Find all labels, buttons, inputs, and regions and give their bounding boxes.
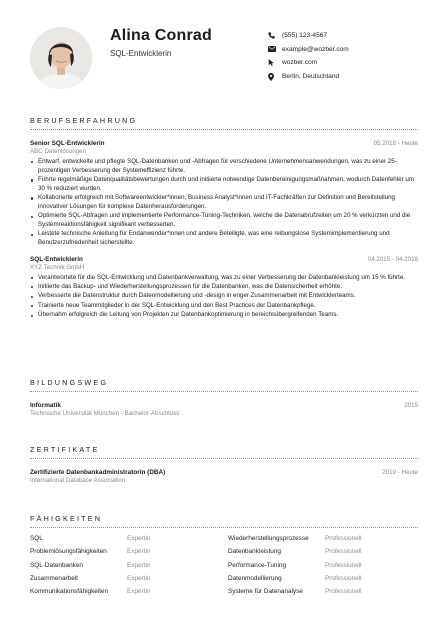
education-date: 2015 xyxy=(404,402,418,409)
section-divider xyxy=(30,458,418,459)
certificate-entry xyxy=(30,469,418,484)
list-item: Führte regelmäßige Datenqualitätsbewertungen durch und initiierte notwendige Datenbereinigungsmaßnahmen, wodurch Datenfehler um 30 % reduziert wurden. xyxy=(30,176,418,193)
skill-level: Professionell xyxy=(325,535,362,542)
skill-level: Expertin xyxy=(127,574,151,582)
certificate-date: 2019 - Heute xyxy=(382,469,418,476)
mail-icon xyxy=(268,45,280,54)
section-divider xyxy=(30,129,418,130)
contact-email[interactable] xyxy=(268,43,438,57)
skill-name: SQL-Datenbanken xyxy=(30,561,83,569)
skill-level: Professionell xyxy=(325,561,362,569)
contact-list xyxy=(268,29,438,83)
list-item: Entwarf, entwickelte und pflegte SQL-Datenbanken und -Abfragen für verschiedene Unternehmensanwendungen, was zu einer 25-prozentigen Verbesserung der Systemeffizienz führte. xyxy=(30,158,418,175)
skill-name: Performance-Tuning xyxy=(228,561,287,569)
job-company: ABC Datenlösungen xyxy=(30,148,87,155)
experience-section xyxy=(30,116,418,321)
certificate-title: Zertifizierte Datenbankadministratorin (DBA) xyxy=(30,469,166,476)
education-heading: BILDUNGSWEG xyxy=(30,378,109,387)
list-item: Verbesserte die Datenstruktur durch Datenmodellierung und -design in enger Zusammenarbeit mit Entwicklerteams. xyxy=(30,292,418,301)
certificates-section xyxy=(30,445,418,484)
link-icon xyxy=(268,58,280,67)
job-company: XYZ Technik GmbH xyxy=(30,263,85,271)
contact-phone-text: (555) 123-4567 xyxy=(282,32,328,40)
list-item: Initiierte das Backup- und Wiederherstellungsprozessen für die Datenbanken, was die Datensicherheit erhöhte. xyxy=(30,283,418,292)
contact-phone xyxy=(268,29,438,43)
job-date: 04.2015 - 04.2018 xyxy=(367,255,418,263)
experience-heading: BERUFSERFAHRUNG xyxy=(30,116,138,125)
job-title: Senior SQL-Entwicklerin xyxy=(30,140,105,147)
skill-name: SQL xyxy=(30,535,43,542)
skill-name: Systeme für Datenanalyse xyxy=(228,588,303,596)
skill-name: Datenmodellierung xyxy=(228,574,282,582)
skills-section xyxy=(30,514,418,601)
section-divider xyxy=(30,527,418,528)
list-item: Optimierte SQL-Abfragen und implementierte Performance-Tuning-Techniken, welche die Datenabrufzeiten um 20 % verkürzten und die Systemreaktionsfähigkeit signifikant verbesserten. xyxy=(30,212,418,229)
list-item: Verantwortete für die SQL-Entwicklung und Datenbankverwaltung, was zu einer Verbesserung der Datenbankleistung um 15 % führte. xyxy=(30,274,418,283)
skill-level: Professionell xyxy=(325,548,362,556)
job-date: 05.2018 - Heute xyxy=(373,140,418,147)
education-institution: Technische Universität München - Bachelor-Abschluss xyxy=(30,410,180,417)
skill-level: Expertin xyxy=(127,588,151,596)
certificates-heading: ZERTIFIKATE xyxy=(30,445,100,454)
certificate-issuer: International Database Association xyxy=(30,477,126,484)
contact-location-text: Berlin, Deutschland xyxy=(282,73,340,81)
list-item: Trainierte neue Teammitglieder in der SQL-Entwicklung und den Best Practices der Datenbankpflege. xyxy=(30,302,418,311)
avatar xyxy=(30,27,92,89)
contact-website-text: wozber.com xyxy=(282,59,318,67)
skill-name: Zusammenarbeit xyxy=(30,574,78,582)
contact-website[interactable] xyxy=(268,56,438,70)
education-title: Informatik xyxy=(30,402,61,409)
job-entry xyxy=(30,256,418,321)
location-pin-icon xyxy=(268,72,280,81)
list-item: Kollaborierte erfolgreich mit Softwareentwickler*innen, Business Analyst*innen und IT-Fachkräften zur Definition und Bereitstellung innovativer Lösungen für komplexe Datenherausforderungen. xyxy=(30,194,418,211)
candidate-name: Alina Conrad xyxy=(110,27,212,44)
job-title: SQL-Entwicklerin xyxy=(30,255,83,263)
section-divider xyxy=(30,391,418,392)
list-item: Übernahm erfolgreich die Leitung von Projekten zur Datenbankoptimierung in bereichsübergreifenden Teams. xyxy=(30,311,418,320)
list-item: Leistete technische Anleitung für Endanwender*innen und andere Beteiligte, was eine reibungslose Systemimplementierung und Benutzerzufriedenheit sicherstellte. xyxy=(30,230,418,247)
skills-heading: FÄHIGKEITEN xyxy=(30,514,103,523)
job-entry xyxy=(30,140,418,248)
job-bullets xyxy=(30,274,418,321)
skill-level: Professionell xyxy=(325,588,362,596)
job-bullets xyxy=(30,158,418,248)
profile-photo xyxy=(30,27,92,89)
skills-grid xyxy=(30,535,418,601)
skill-level: Expertin xyxy=(127,548,151,556)
education-section xyxy=(30,378,418,417)
skill-level: Expertin xyxy=(127,535,151,542)
contact-email-text: example@wozber.com xyxy=(282,45,349,53)
skill-name: Kommunikationsfähigkeiten xyxy=(30,588,109,596)
skill-name: Wiederherstellungsprozesse xyxy=(228,535,309,542)
contact-location xyxy=(268,70,438,84)
skill-level: Professionell xyxy=(325,574,362,582)
candidate-title: SQL-Entwicklerin xyxy=(110,49,172,58)
education-entry xyxy=(30,402,418,417)
phone-icon xyxy=(268,31,280,40)
skill-level: Expertin xyxy=(127,561,151,569)
skill-name: Problemlösungsfähigkeiten xyxy=(30,548,107,556)
skill-name: Datenbankleistung xyxy=(228,548,281,556)
